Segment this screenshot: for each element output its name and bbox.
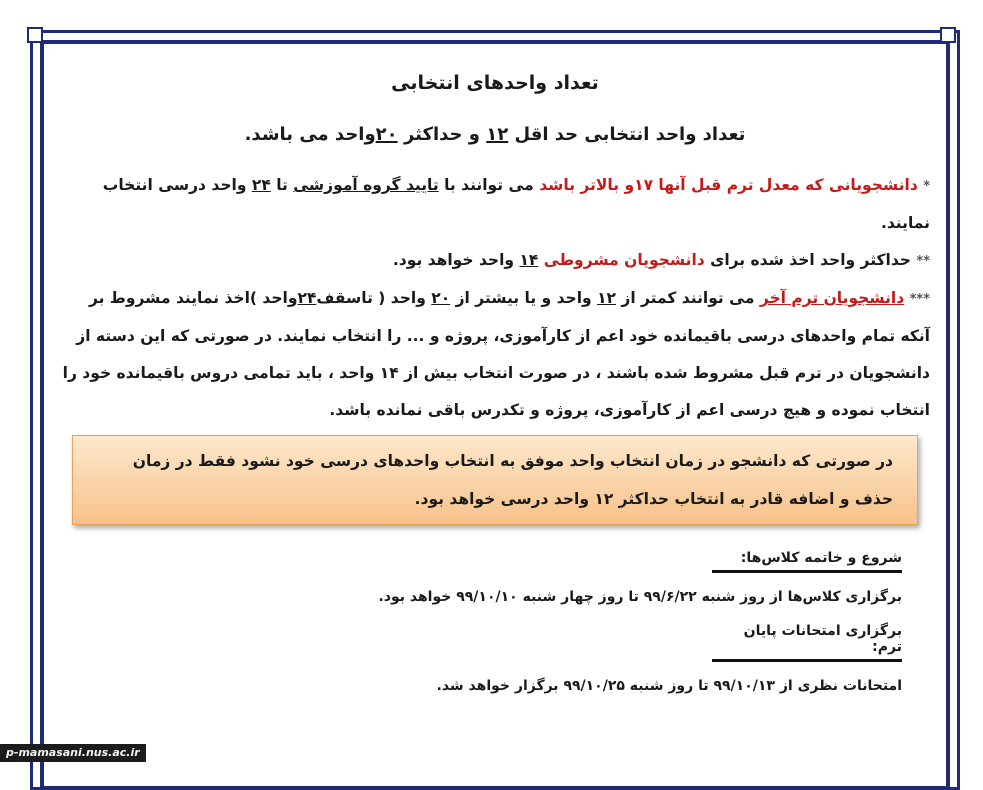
document-body	[60, 60, 930, 770]
highlight-text: دانشجویان ترم آخر	[759, 289, 905, 307]
rule-high-gpa	[60, 167, 930, 242]
text-segment: و حداکثر	[403, 124, 480, 145]
text-segment: واحد خواهد بود.	[392, 251, 515, 269]
min-units-value: ۱۲	[486, 124, 509, 145]
text-segment: واحد می باشد.	[244, 124, 376, 145]
text-segment: واحد )اخذ نمایند مشروط بر آنکه تمام واحدهای درسی باقیمانده خود اعم از کارآموزی، پروژه و ... را انتخاب نمایند. در صورتی که این دسته از دانشجویان در ترم قبل مشروط شده باشند ، در صورت انتخاب بیش از ۱۴ واحد ، باید تمامی دروس باقیمانده خود را انتخاب نموده و هیچ درسی اعم از کارآموزی، پروژه و تکدرس باقی نمانده باشد.	[62, 289, 930, 419]
text-segment: می توانند با	[444, 176, 534, 194]
section-heading: برگزاری امتحانات پایان ترم:	[712, 623, 902, 662]
section-heading: شروع و خاتمه کلاس‌ها:	[712, 550, 902, 573]
text-segment: واحد ( تاسقف	[316, 289, 426, 307]
border-corner-ornament	[940, 27, 956, 43]
highlight-text: دانشجویانی که معدل ترم قبل آنها ۱۷و بالاتر باشد	[539, 176, 918, 194]
section-final-exams	[60, 623, 930, 694]
section-class-schedule	[60, 547, 930, 605]
unit-count: ۲۴	[251, 176, 271, 194]
unit-count: ۱۲	[597, 289, 616, 307]
max-units-value: ۲۰	[375, 124, 398, 145]
page-title: تعداد واحدهای انتخابی	[391, 72, 599, 94]
unit-range-statement	[60, 124, 930, 145]
rule-probation	[60, 242, 930, 280]
unit-count: ۱۴	[519, 251, 539, 269]
text-segment: تا	[276, 176, 288, 194]
notice-text: در صورتی که دانشجو در زمان انتخاب واحد موفق به انتخاب واحدهای درسی خود نشود فقط در زمان حذف و اضافه قادر به انتخاب حداکثر ۱۲ واحد درسی خواهد بود.	[132, 452, 893, 508]
add-drop-notice-box	[72, 435, 918, 525]
section-body: برگزاری کلاس‌ها از روز شنبه ۹۹/۶/۲۲ تا روز چهار شنبه ۹۹/۱۰/۱۰ خواهد بود.	[378, 589, 902, 605]
unit-count: ۲۴	[297, 289, 317, 307]
section-body: امتحانات نظری از ۹۹/۱۰/۱۳ تا روز شنبه ۹۹/۱۰/۲۵ برگزار خواهد شد.	[436, 678, 902, 694]
underlined-text: تایید گروه آموزشی	[293, 176, 439, 194]
text-segment: می توانند کمتر از	[621, 289, 755, 307]
text-segment: واحد و یا بیشتر از	[455, 289, 592, 307]
site-watermark: p-mamasani.nus.ac.ir	[0, 744, 146, 762]
text-segment: تعداد واحد انتخابی حد اقل	[514, 124, 746, 145]
text-segment: واحد درسی انتخاب نمایند.	[102, 176, 930, 232]
rule-final-term	[60, 280, 930, 429]
star-bullet-icon: **	[916, 254, 930, 269]
star-bullet-icon: ***	[909, 292, 930, 307]
border-corner-ornament	[27, 27, 43, 43]
star-bullet-icon: *	[923, 179, 930, 194]
text-segment: حداکثر واحد اخذ شده برای	[710, 251, 911, 269]
unit-count: ۲۰	[431, 289, 451, 307]
highlight-text: دانشجویان مشروطی	[543, 251, 705, 269]
